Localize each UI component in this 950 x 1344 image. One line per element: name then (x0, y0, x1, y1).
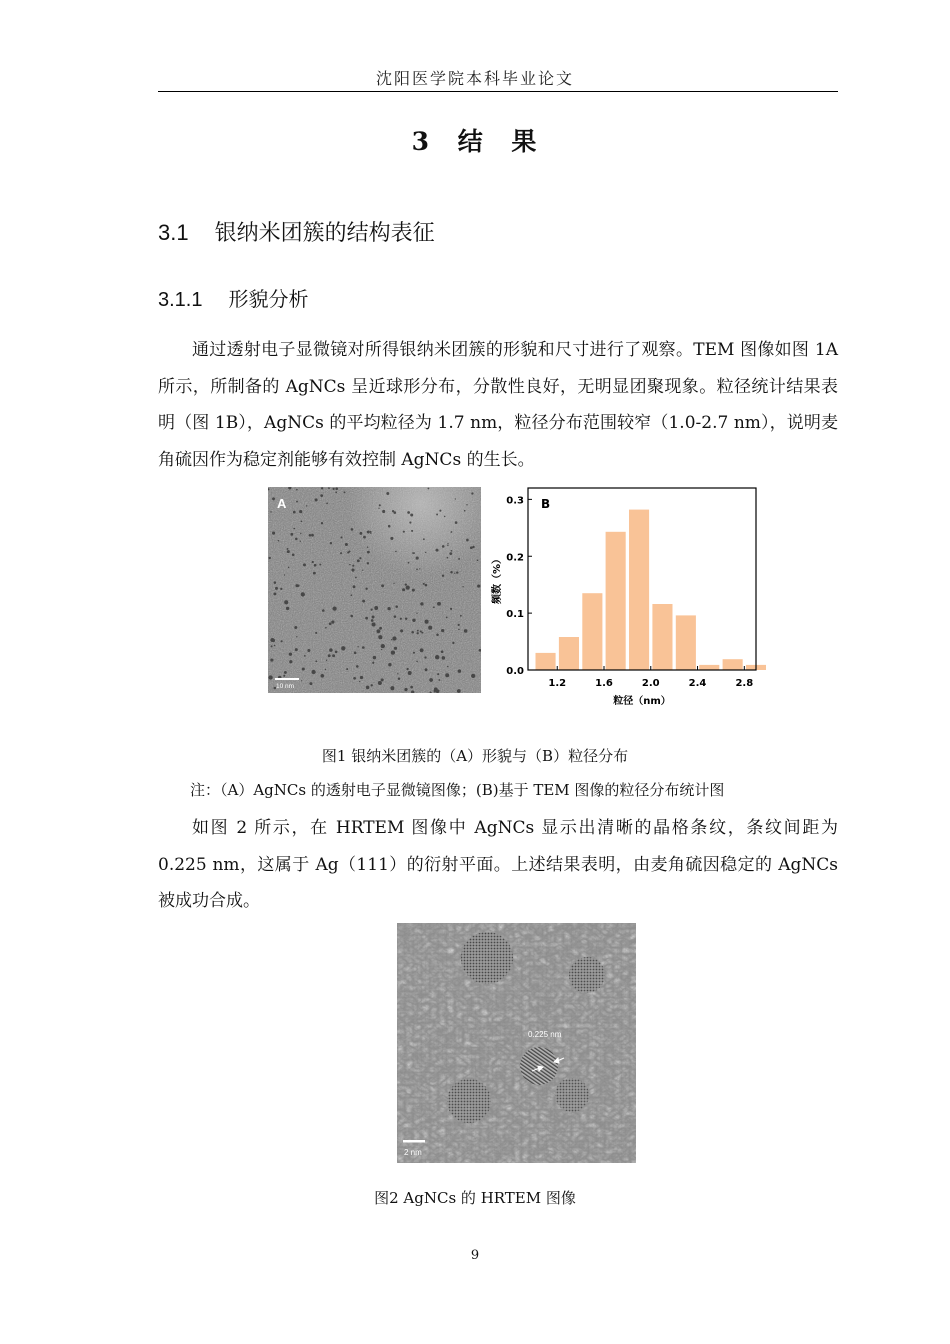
header-rule (158, 91, 838, 92)
nanoparticle (390, 686, 394, 690)
nanoparticle (425, 620, 429, 624)
nanoparticle (393, 511, 396, 514)
histogram-bar (582, 593, 602, 670)
nanoparticle (359, 532, 362, 535)
nanoparticle (447, 557, 449, 559)
nanoparticle (407, 511, 410, 514)
nanoparticle (272, 532, 275, 535)
nanoparticle (388, 663, 391, 666)
size-distribution-chart (488, 484, 768, 714)
nanoparticle (403, 531, 405, 533)
nanoparticle (437, 602, 441, 606)
nanoparticle (326, 660, 327, 661)
nanoparticle (439, 679, 441, 681)
nanoparticle (381, 584, 384, 587)
nanoparticle (428, 626, 432, 630)
nanoparticle (359, 557, 361, 559)
nanoparticle (300, 541, 301, 542)
nanoparticle (355, 577, 357, 579)
scale-bar-label: 2 nm (404, 1148, 422, 1157)
nanoparticle (371, 619, 374, 622)
nanoparticle (365, 588, 367, 590)
nanoparticle (405, 583, 407, 585)
nanoparticle (408, 562, 410, 564)
nanoparticle (381, 678, 384, 681)
nanoparticle (315, 498, 318, 501)
nanoparticle (434, 687, 438, 691)
chapter-number: 3 (411, 127, 431, 156)
nanoparticle (378, 508, 379, 509)
nanoparticle (289, 660, 292, 663)
nanoparticle (394, 647, 397, 650)
running-header: 沈阳医学院本科毕业论文 (375, 69, 574, 88)
nanoparticle (367, 551, 370, 554)
nanoparticle (451, 531, 453, 533)
nanoparticle (458, 624, 460, 626)
subsection-number: 3.1.1 (158, 289, 203, 311)
chapter-title-char-2: 果 (511, 127, 539, 156)
nanoparticle (292, 554, 295, 557)
x-tick-label: 1.2 (548, 678, 567, 689)
histogram-bar (606, 532, 626, 670)
nanoparticle (283, 675, 285, 677)
nanoparticle (268, 675, 272, 679)
nanoparticle (410, 513, 413, 516)
nanoparticle (416, 661, 418, 663)
nanoparticle (464, 629, 468, 633)
nanoparticle (379, 504, 381, 506)
nanoparticle (421, 632, 423, 634)
nanoparticle (346, 668, 348, 670)
nanoparticle (303, 563, 306, 566)
nanoparticle (329, 648, 333, 652)
nanoparticle (455, 521, 458, 524)
nanoparticle (466, 539, 469, 542)
nanoparticle (458, 558, 460, 560)
nanoparticle (367, 562, 369, 564)
nanocluster (555, 1078, 589, 1112)
nanoparticle (441, 650, 444, 653)
nanoparticle (309, 682, 312, 685)
tem-image (268, 487, 481, 693)
nanoparticle (296, 489, 298, 491)
nanoparticle (405, 618, 407, 620)
nanoparticle (366, 686, 370, 690)
nanoparticle (273, 592, 276, 595)
nanoparticle (371, 609, 373, 611)
x-axis-label: 粒径（nm） (613, 696, 671, 707)
nanoparticle (370, 684, 372, 686)
nanoparticle (420, 648, 424, 652)
nanoparticle (284, 671, 287, 674)
nanoparticle (333, 607, 337, 611)
nanoparticle (344, 491, 346, 493)
nanoparticle (353, 677, 356, 680)
nanoparticle (301, 680, 302, 681)
nanoparticle (270, 659, 273, 662)
nanoparticle (436, 514, 438, 516)
nanoparticle (379, 627, 382, 630)
nanoparticle (452, 642, 454, 644)
nanoparticle (311, 534, 314, 537)
paragraph-morphology: 通过透射电子显微镜对所得银纳米团簇的形貌和尺寸进行了观察。TEM 图像如图 1A 所示，所制备的 AgNCs 呈近球形分布，分散性良好，无明显团聚现象。粒径统计结果表明（图 1B），AgNCs 的平均粒径为 1.7 nm，粒径分布范围较窄（1.0-2.7 nm），说明麦角硫因作为稳定剂能够有效控制 AgNCs 的生长。 (158, 340, 838, 470)
nanoparticle (406, 586, 410, 590)
y-tick-label: 0.3 (506, 495, 524, 507)
nanocluster (569, 957, 605, 993)
nanoparticle (378, 635, 382, 639)
nanoparticle (477, 585, 480, 588)
nanoparticle (416, 568, 418, 570)
nanoparticle (471, 674, 475, 678)
nanoparticle (462, 586, 463, 587)
nanoparticle (300, 533, 301, 534)
nanoparticle (372, 622, 376, 626)
nanoparticle (441, 656, 445, 660)
nanoparticle (372, 616, 375, 619)
nanoparticle (288, 567, 289, 568)
nanoparticle (460, 615, 462, 617)
chapter-title (0, 122, 950, 158)
nanoparticle (400, 618, 402, 620)
nanoparticle (447, 545, 448, 546)
nanoparticle (348, 550, 350, 552)
nanoparticle (350, 615, 353, 618)
nanoparticle (293, 528, 295, 530)
nanoparticle (321, 487, 323, 489)
nanoparticle (333, 488, 335, 490)
nanoparticle (387, 607, 390, 610)
histogram-bar (676, 615, 696, 670)
nanoparticle (425, 552, 426, 553)
nanocluster (447, 1079, 491, 1123)
nanoparticle (446, 617, 448, 619)
nanoparticle (296, 501, 298, 503)
nanoparticle (395, 551, 397, 553)
page-number: 9 (470, 1248, 480, 1263)
nanoparticle (393, 583, 394, 584)
nanoparticle (417, 632, 419, 634)
histogram-bar (723, 659, 743, 670)
nanoparticle (425, 668, 428, 671)
nanoparticle (367, 530, 370, 533)
nanoparticle (320, 674, 324, 678)
nanoparticle (329, 622, 332, 625)
nanoparticle (271, 645, 273, 647)
nanoparticle (388, 525, 391, 528)
nanoparticle (275, 587, 278, 590)
section-title: 银纳米团簇的结构表征 (214, 221, 435, 246)
nanoparticle (413, 652, 415, 654)
nanoparticle (332, 654, 335, 657)
figure2-caption: 图2 AgNCs 的 HRTEM 图像 (374, 1189, 576, 1207)
histogram-bar (699, 665, 719, 670)
nanoparticle (352, 565, 354, 567)
nanoparticle (449, 552, 452, 555)
nanoparticle (437, 673, 439, 675)
nanoparticle (315, 632, 317, 634)
figure1-caption: 图1 银纳米团簇的（A）形貌与（B）粒径分布 (321, 747, 629, 765)
nanoparticle (416, 613, 417, 614)
nanoparticle (381, 644, 385, 648)
nanoparticle (268, 557, 270, 559)
lattice-spacing-label: 0.225 nm (528, 1030, 562, 1039)
nanoparticle (350, 594, 352, 596)
nanoparticle (409, 522, 411, 524)
scale-bar (403, 1140, 425, 1143)
nanoparticle (335, 487, 338, 490)
nanoparticle (390, 537, 393, 540)
nanoparticle (416, 557, 419, 560)
nanoparticle (466, 504, 467, 505)
nanoparticle (365, 617, 368, 620)
hrtem-image (397, 923, 636, 1163)
x-tick-label: 2.8 (735, 678, 754, 689)
x-tick-label: 1.6 (595, 678, 613, 689)
nanoparticle (319, 564, 321, 566)
nanoparticle (445, 673, 449, 677)
nanoparticle (326, 502, 328, 504)
nanoparticle (374, 606, 378, 610)
nanoparticle (386, 492, 389, 495)
nanoparticle (289, 653, 292, 656)
nanocluster (461, 932, 513, 984)
nanoparticle (439, 510, 441, 512)
y-axis-label: 频数（%） (492, 553, 503, 605)
nanoparticle (423, 583, 425, 585)
nanoparticle (441, 629, 444, 632)
nanoparticle (362, 646, 365, 649)
nanoparticle (284, 600, 288, 604)
nanoparticle (280, 588, 282, 590)
nanoparticle (436, 634, 439, 637)
nanoparticle (362, 600, 365, 603)
nanoparticle (330, 542, 332, 544)
nanoparticle (447, 543, 448, 544)
nanoparticle (472, 546, 474, 548)
nanoparticle (307, 649, 310, 652)
y-tick-label: 0.0 (506, 666, 524, 677)
nanoparticle (328, 487, 330, 489)
scale-bar (275, 678, 299, 680)
nanoparticle (451, 550, 453, 552)
nanoparticle (373, 656, 376, 659)
nanoparticle (378, 681, 382, 685)
scale-bar-label: 10 nm (276, 683, 295, 690)
nanoparticle (272, 497, 275, 500)
chapter-title-char-1: 结 (457, 127, 485, 156)
nanoparticle (357, 559, 360, 562)
nanoparticle (464, 510, 466, 512)
nanoparticle (356, 665, 359, 668)
nanoparticle (296, 636, 297, 637)
nanoparticle (287, 548, 289, 550)
nanoparticle (287, 550, 290, 553)
nanoparticle (306, 505, 307, 506)
nanoparticle (357, 646, 358, 647)
nanoparticle (325, 669, 326, 670)
nanoparticle (444, 516, 446, 518)
nanoparticle (404, 688, 407, 691)
nanoparticle (322, 609, 325, 612)
nanoparticle (284, 574, 285, 575)
nanoparticle (429, 678, 433, 682)
nanoparticle (381, 649, 382, 650)
figure1-note: 注：（A）AgNCs 的透射电子显微镜图像；(B)基于 TEM 图像的粒径分布统计图 (190, 781, 725, 799)
nanoparticle (392, 636, 396, 640)
nanoparticle (345, 543, 348, 546)
nanoparticle (435, 549, 438, 552)
nanoparticle (391, 639, 392, 640)
nanoparticle (402, 588, 405, 591)
nanoparticle (411, 631, 414, 634)
nanoparticle (354, 652, 357, 655)
nanoparticle (295, 648, 298, 651)
nanoparticle (454, 573, 455, 574)
nanoparticle (394, 615, 397, 618)
nanoparticle (433, 606, 435, 608)
nanoparticle (313, 572, 316, 575)
nanoparticle (450, 571, 453, 574)
nanoparticle (331, 620, 334, 623)
nanoparticle (362, 569, 363, 570)
nanoparticle (360, 676, 363, 679)
subsection-heading (158, 283, 308, 312)
nanoparticle (320, 494, 323, 497)
y-tick-label: 0.1 (506, 609, 524, 621)
nanoparticle (470, 546, 473, 549)
nanoparticle (311, 670, 315, 674)
nanoparticle (411, 530, 413, 532)
nanoparticle (295, 538, 298, 541)
nanoparticle (395, 605, 398, 608)
nanoparticle (455, 498, 456, 499)
nanoparticle (425, 584, 428, 587)
panel-a-label: A (277, 496, 287, 511)
nanoparticle (278, 540, 280, 542)
nanoparticle (456, 571, 458, 573)
nanoparticle (302, 667, 305, 670)
nanoparticle (325, 627, 327, 629)
nanoparticle (447, 666, 449, 668)
nanoparticle (353, 585, 356, 588)
nanoparticle (406, 668, 408, 670)
nanoparticle (270, 638, 274, 642)
nanoparticle (450, 608, 452, 610)
paragraph-hrtem: 如图 2 所示，在 HRTEM 图像中 AgNCs 显示出清晰的晶格条纹，条纹间距为 0.225 nm，这属于 Ag（111）的衍射平面。上述结果表明，由麦角硫因稳定的 AgNCs 被成功合成。 (158, 818, 838, 911)
nanoparticle (340, 536, 342, 538)
histogram-bar (536, 653, 556, 670)
nanoparticle (398, 678, 400, 680)
x-tick-label: 2.0 (641, 678, 660, 689)
nanoparticle (341, 646, 345, 650)
x-tick-label: 2.4 (688, 678, 707, 689)
nanoparticle (420, 602, 423, 605)
nanoparticle (294, 626, 297, 629)
nanoparticle (293, 511, 296, 514)
nanoparticle (457, 689, 461, 693)
nanoparticle (382, 510, 385, 513)
nanoparticle (301, 521, 303, 523)
section-heading (158, 216, 435, 247)
nanoparticle (335, 650, 338, 653)
nanoparticle (301, 592, 305, 596)
nanoparticle (471, 492, 473, 494)
section-number: 3.1 (158, 220, 189, 245)
nanoparticle (290, 533, 293, 536)
nanoparticle (435, 655, 439, 659)
nanoparticle (376, 629, 380, 633)
panel-b-label: B (541, 497, 551, 511)
nanoparticle (335, 491, 337, 493)
nanoparticle (359, 681, 360, 682)
nanoparticle (412, 589, 415, 592)
nanoparticle (424, 656, 426, 658)
nanoparticle (412, 619, 415, 622)
histogram-bar (559, 637, 579, 670)
nanoparticle (477, 559, 479, 561)
nanoparticle (458, 669, 462, 673)
nanoparticle (458, 629, 460, 631)
nanoparticle (281, 640, 283, 642)
nanoparticle (410, 686, 413, 689)
y-tick-label: 0.2 (506, 552, 524, 564)
nanoparticle (442, 575, 444, 577)
nanoparticle (363, 536, 366, 539)
nanoparticle (351, 528, 354, 531)
nanoparticle (312, 561, 314, 563)
nanoparticle (340, 552, 342, 554)
nanoparticle (423, 538, 425, 540)
subsection-title: 形貌分析 (228, 287, 309, 311)
nanoparticle (270, 511, 271, 512)
nanoparticle (408, 671, 412, 675)
nanoparticle (391, 650, 395, 654)
nanoparticle (286, 607, 289, 610)
nanoparticle (304, 655, 306, 657)
nanoparticle (442, 545, 445, 548)
nanoparticle (412, 552, 413, 553)
nanoparticle (309, 534, 312, 537)
nanoparticle (428, 488, 430, 490)
nanoparticle (400, 629, 403, 632)
histogram-bar (652, 604, 672, 670)
nanoparticle (321, 522, 323, 524)
nanoparticle (274, 581, 277, 584)
nanoparticle (370, 532, 372, 534)
nanoparticle (328, 654, 331, 657)
nanoparticle (299, 510, 302, 513)
nanoparticle (274, 645, 276, 647)
nanoparticle (419, 568, 420, 569)
histogram-bar (629, 510, 649, 670)
nanoparticle (397, 673, 398, 674)
nanoparticle (314, 564, 316, 566)
nanoparticle (417, 630, 419, 632)
nanoparticle (349, 564, 350, 565)
nanoparticle (372, 662, 374, 664)
nanoparticle (367, 546, 368, 547)
nanoparticle (351, 569, 354, 572)
nanoparticle (315, 660, 317, 662)
nanoparticle (297, 585, 299, 587)
